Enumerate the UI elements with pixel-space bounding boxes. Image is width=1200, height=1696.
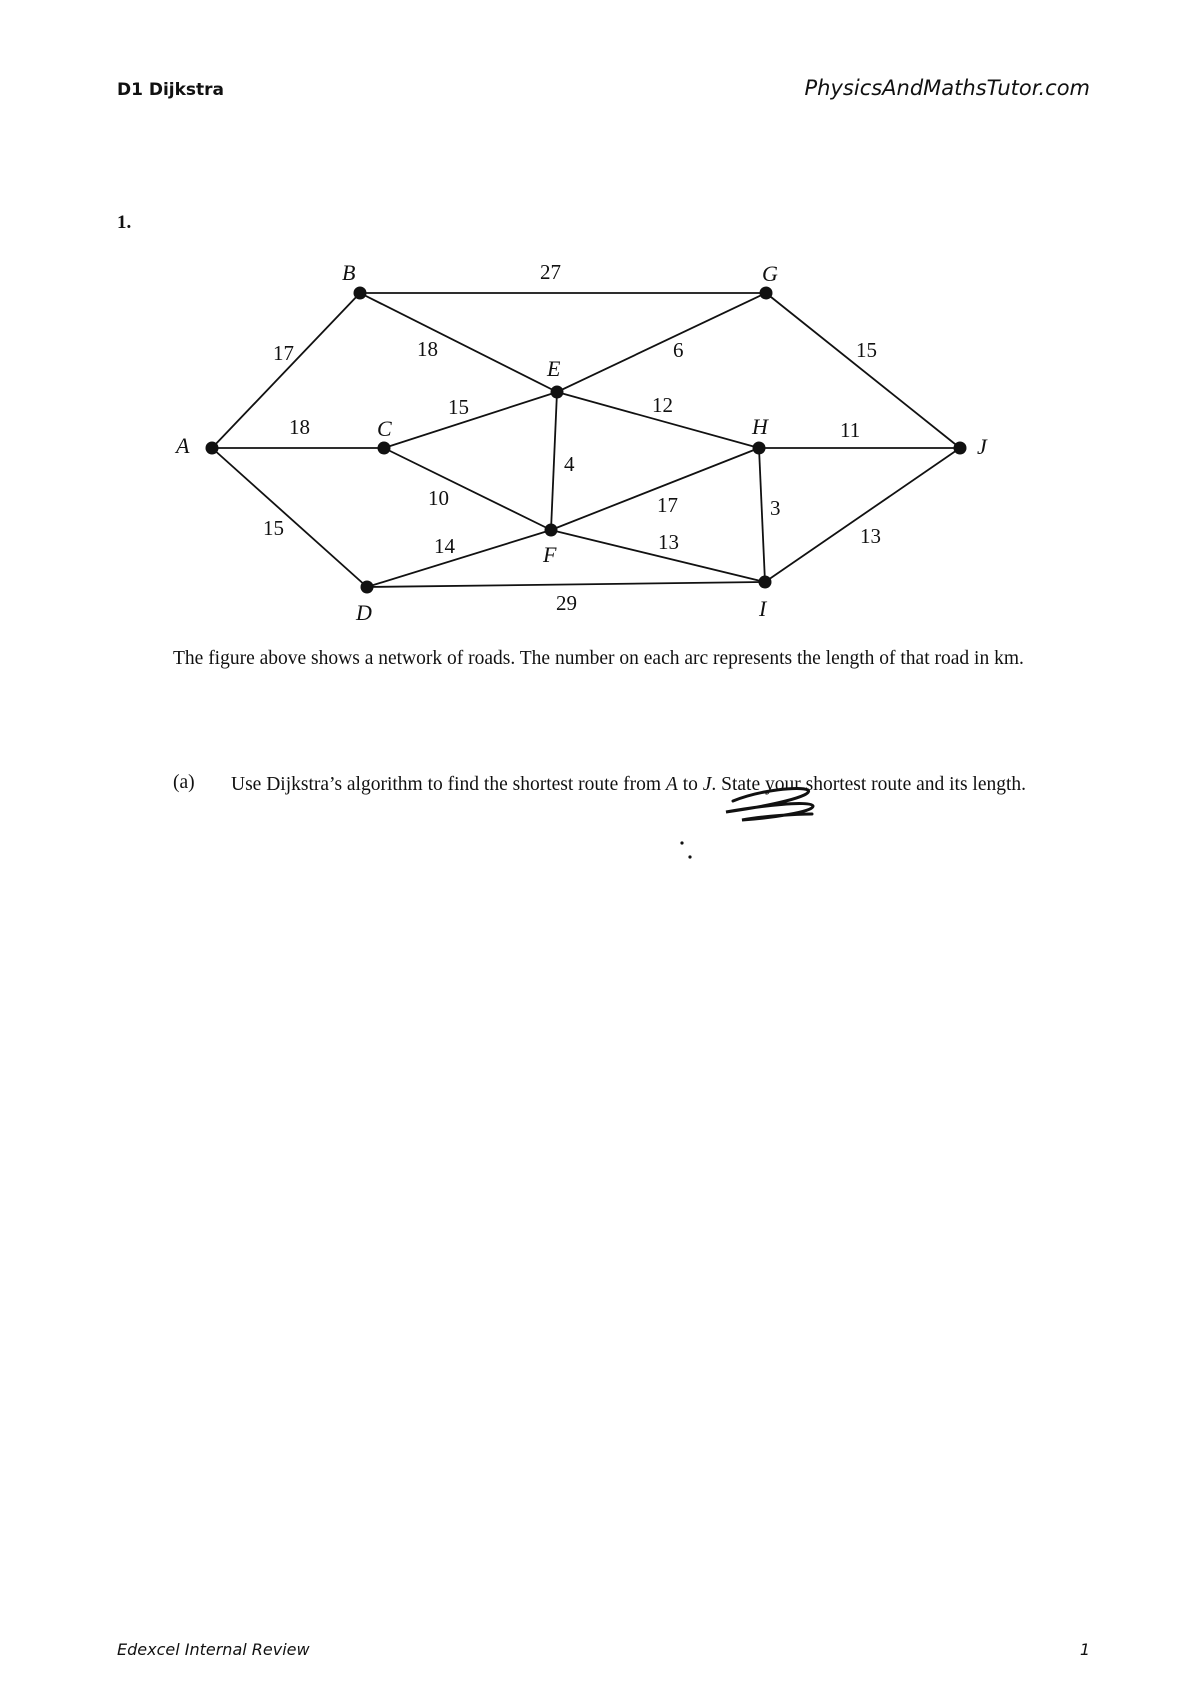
edge-f-h xyxy=(551,448,759,530)
edge-i-j xyxy=(765,448,960,582)
edge-d-i xyxy=(367,582,765,587)
question-intro: The figure above shows a network of roads. The number on each arc represents the length of that road in km. xyxy=(173,648,1024,669)
edge-weight-f-i: 13 xyxy=(658,530,679,554)
node-label-d: D xyxy=(356,600,372,625)
edge-b-e xyxy=(360,293,557,392)
edge-e-g xyxy=(557,293,766,392)
part-a-text: Use Dijkstra’s algorithm to find the shortest route from A to J. State your shortest route and its length. xyxy=(231,774,1027,795)
road-network-diagram xyxy=(0,0,1200,640)
edge-weight-a-d: 15 xyxy=(263,516,284,540)
page-number: 1 xyxy=(1079,1640,1090,1659)
edge-weight-a-c: 18 xyxy=(289,415,310,439)
edge-weight-e-f: 4 xyxy=(564,452,575,476)
node-label-i: I xyxy=(759,596,767,621)
footer-source: Edexcel Internal Review xyxy=(117,1640,310,1659)
edge-a-b xyxy=(212,293,360,448)
node-label-a: A xyxy=(176,433,190,458)
node-label-j: J xyxy=(977,434,987,459)
edge-weight-g-j: 15 xyxy=(856,338,877,362)
edge-d-f xyxy=(367,530,551,587)
node-g xyxy=(760,287,773,300)
edge-weight-d-i: 29 xyxy=(556,591,577,615)
edge-weight-b-g: 27 xyxy=(540,260,561,284)
node-label-f: F xyxy=(543,542,557,567)
node-d xyxy=(361,581,374,594)
edge-weight-c-f: 10 xyxy=(428,486,449,510)
edge-weight-c-e: 15 xyxy=(448,395,469,419)
document-subject: D1 Dijkstra xyxy=(117,80,225,100)
node-a xyxy=(206,442,219,455)
node-label-e: E xyxy=(547,356,561,381)
stray-dot xyxy=(680,841,683,844)
stray-dot xyxy=(688,855,691,858)
edge-weight-d-f: 14 xyxy=(434,534,455,558)
node-j xyxy=(954,442,967,455)
node-label-b: B xyxy=(342,260,356,285)
part-a-label: (a) xyxy=(173,772,195,793)
edge-g-j xyxy=(766,293,960,448)
node-f xyxy=(545,524,558,537)
edge-e-f xyxy=(551,392,557,530)
edge-weight-b-e: 18 xyxy=(417,337,438,361)
node-label-c: C xyxy=(377,416,392,441)
node-i xyxy=(759,576,772,589)
edge-weight-e-g: 6 xyxy=(673,338,684,362)
edge-weight-a-b: 17 xyxy=(273,341,294,365)
node-b xyxy=(354,287,367,300)
site-name: PhysicsAndMathsTutor.com xyxy=(804,76,1090,100)
edge-c-f xyxy=(384,448,551,530)
edge-weight-h-i: 3 xyxy=(770,496,781,520)
network-weights xyxy=(263,260,881,615)
node-e xyxy=(551,386,564,399)
node-label-h: H xyxy=(752,414,768,439)
network-nodes xyxy=(174,260,988,625)
edge-weight-h-j: 11 xyxy=(840,418,861,442)
edge-weight-i-j: 13 xyxy=(860,524,881,548)
question-number: 1. xyxy=(117,212,132,233)
node-c xyxy=(378,442,391,455)
edge-a-d xyxy=(212,448,367,587)
edge-h-i xyxy=(759,448,765,582)
edge-c-e xyxy=(384,392,557,448)
node-label-g: G xyxy=(762,261,778,286)
edge-weight-e-h: 12 xyxy=(652,393,673,417)
edge-weight-f-h: 17 xyxy=(657,493,678,517)
node-h xyxy=(753,442,766,455)
